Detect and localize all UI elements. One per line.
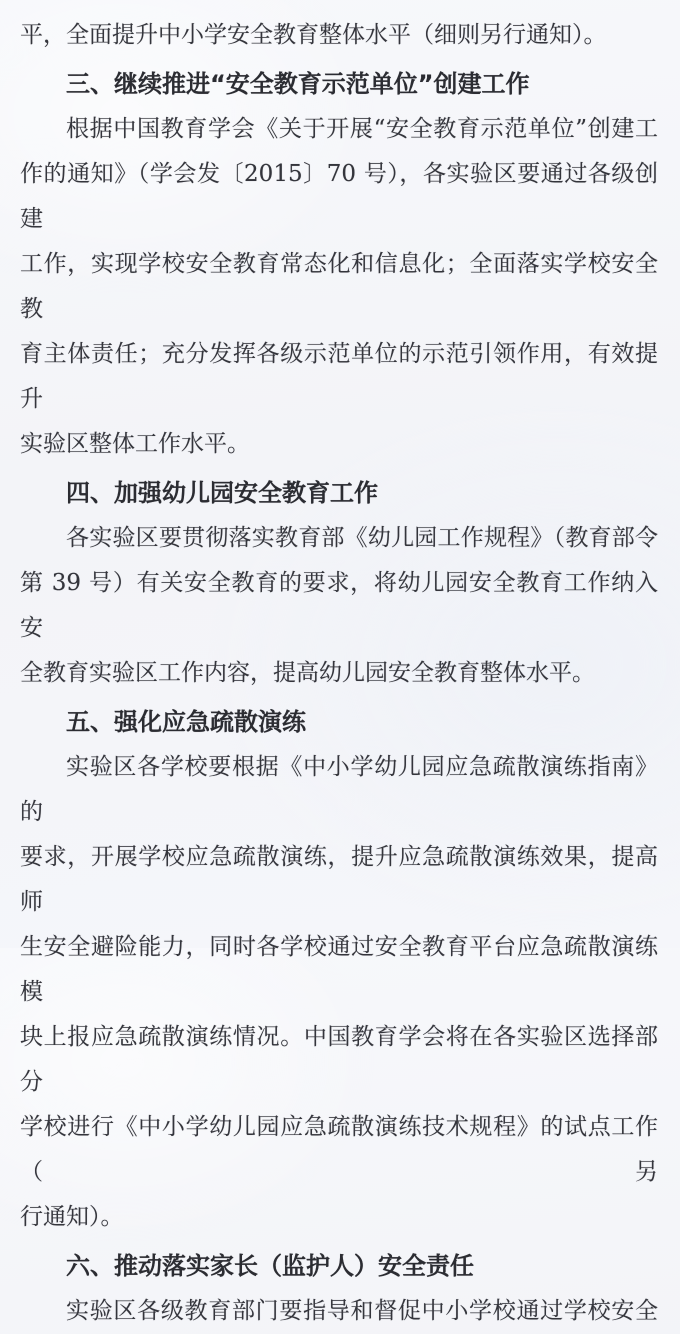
paragraph-line: 育主体责任；充分发挥各级示范单位的示范引领作用，有效提升 [20,341,658,412]
paragraph-line: 根据中国教育学会《关于开展“安全教育示范单位”创建工 [66,116,658,142]
paragraph-line: 第 39 号）有关安全教育的要求，将幼儿园安全教育工作纳入安 [20,570,658,641]
section-heading-5: 五、强化应急疏散演练 [66,708,306,736]
paragraph-line: 实验区各学校要根据《中小学幼儿园应急疏散演练指南》的 [20,754,658,825]
paragraph-line: 各实验区要贯彻落实教育部《幼儿园工作规程》（教育部令 [66,525,658,551]
paragraph-line: 实验区整体工作水平。 [20,431,250,457]
paragraph-line: 生安全避险能力，同时各学校通过安全教育平台应急疏散演练模 [20,934,658,1005]
paragraph-line: 行通知）。 [20,1204,124,1230]
paragraph-line: 实验区各级教育部门要指导和督促中小学校通过学校安全 [66,1298,658,1324]
paragraph-line: 全教育实验区工作内容，提高幼儿园安全教育整体水平。 [20,660,595,686]
section-heading-4: 四、加强幼儿园安全教育工作 [66,479,378,507]
paragraph-line: 作的通知》（学会发〔2015〕70 号），各实验区要通过各级创建 [20,161,658,232]
paragraph-line: 块上报应急疏散演练情况。中国教育学会将在各实验区选择部分 [20,1024,658,1095]
paragraph-line: 工作，实现学校安全教育常态化和信息化；全面落实学校安全教 [20,251,658,322]
paragraph-line: 要求，开展学校应急疏散演练，提升应急疏散演练效果，提高师 [20,844,658,915]
paragraph-line: 学校进行《中小学幼儿园应急疏散演练技术规程》的试点工作（另 [20,1114,658,1185]
section-heading-3: 三、继续推进“安全教育示范单位”创建工作 [66,70,530,98]
section-heading-6: 六、推动落实家长（监护人）安全责任 [66,1252,474,1280]
paragraph-line-continuation: 平，全面提升中小学安全教育整体水平（细则另行通知）。 [20,22,607,48]
